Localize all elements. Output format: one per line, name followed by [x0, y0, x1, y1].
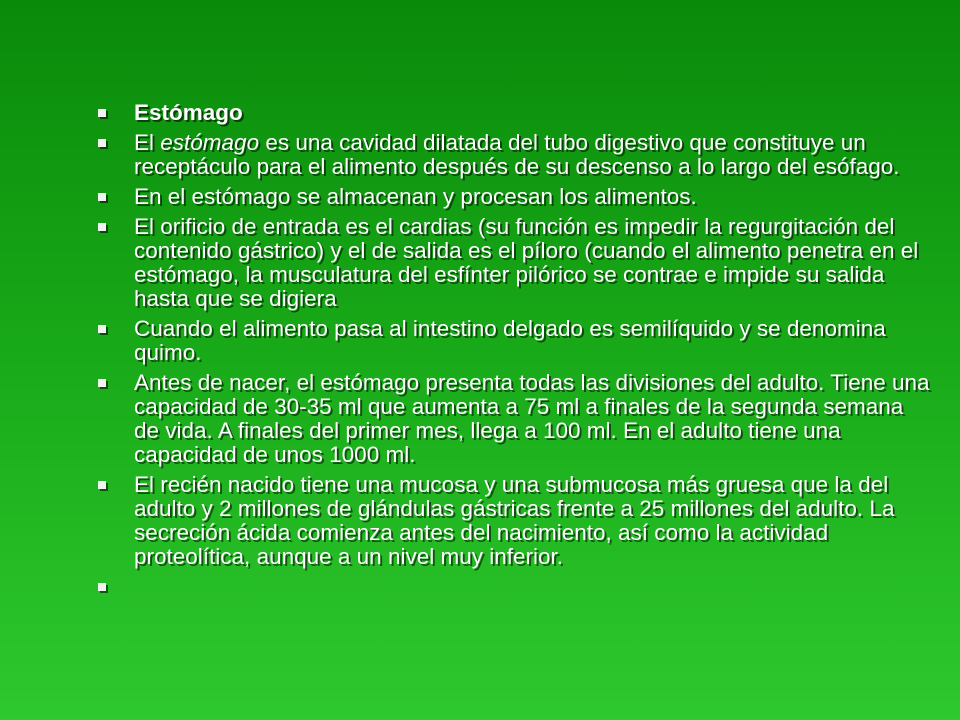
bullet-item	[96, 131, 931, 179]
bullet-text: Cuando el alimento pasa al intestino delgado es semilíquido y se denomina quimo.	[134, 316, 886, 365]
bullet-item	[96, 317, 931, 365]
bullet-item	[96, 473, 931, 569]
bullet-item	[96, 371, 931, 467]
bullet-text-emphasis: estómago	[160, 130, 260, 155]
bullet-item	[96, 215, 931, 311]
bullet-text: En el estómago se almacenan y procesan los alimentos.	[134, 184, 697, 209]
heading-text: Estómago	[134, 100, 243, 125]
bullet-text: El recién nacido tiene una mucosa y una submucosa más gruesa que la del adulto y 2 millones de glándulas gástricas frente a 25 millones del adulto. La secreción ácida comienza antes del nacimiento, así como la actividad proteolítica, aunque a un nivel muy inferior.	[134, 472, 895, 569]
bullet-item	[96, 185, 931, 209]
square-bullet-icon	[98, 325, 106, 333]
square-bullet-icon	[98, 481, 106, 489]
square-bullet-icon	[98, 583, 106, 591]
bullet-text: El orificio de entrada es el cardias (su función es impedir la regurgitación del contenido gástrico) y el de salida es el píloro (cuando el alimento penetra en el estómago, la musculatura del esfínter pilórico se contrae e impide su salida hasta que se digiera	[134, 214, 919, 311]
bullet-heading	[96, 101, 931, 125]
bullet-text: Antes de nacer, el estómago presenta todas las divisiones del adulto. Tiene una capacidad de 30-35 ml que aumenta a 75 ml a finales de la segunda semana de vida. A finales del primer mes, llega a 100 ml. En el adulto tiene una capacidad de unos 1000 ml.	[134, 370, 930, 467]
square-bullet-icon	[98, 139, 106, 147]
square-bullet-icon	[98, 109, 106, 117]
square-bullet-icon	[98, 223, 106, 231]
square-bullet-icon	[98, 193, 106, 201]
bullet-text-pre: El	[134, 130, 161, 155]
square-bullet-icon	[98, 379, 106, 387]
bullet-text-post: es una cavidad dilatada del tubo digestivo que constituye un receptáculo para el alimento después de su descenso a lo largo del esófago.	[134, 130, 900, 179]
bullet-list	[96, 101, 931, 575]
